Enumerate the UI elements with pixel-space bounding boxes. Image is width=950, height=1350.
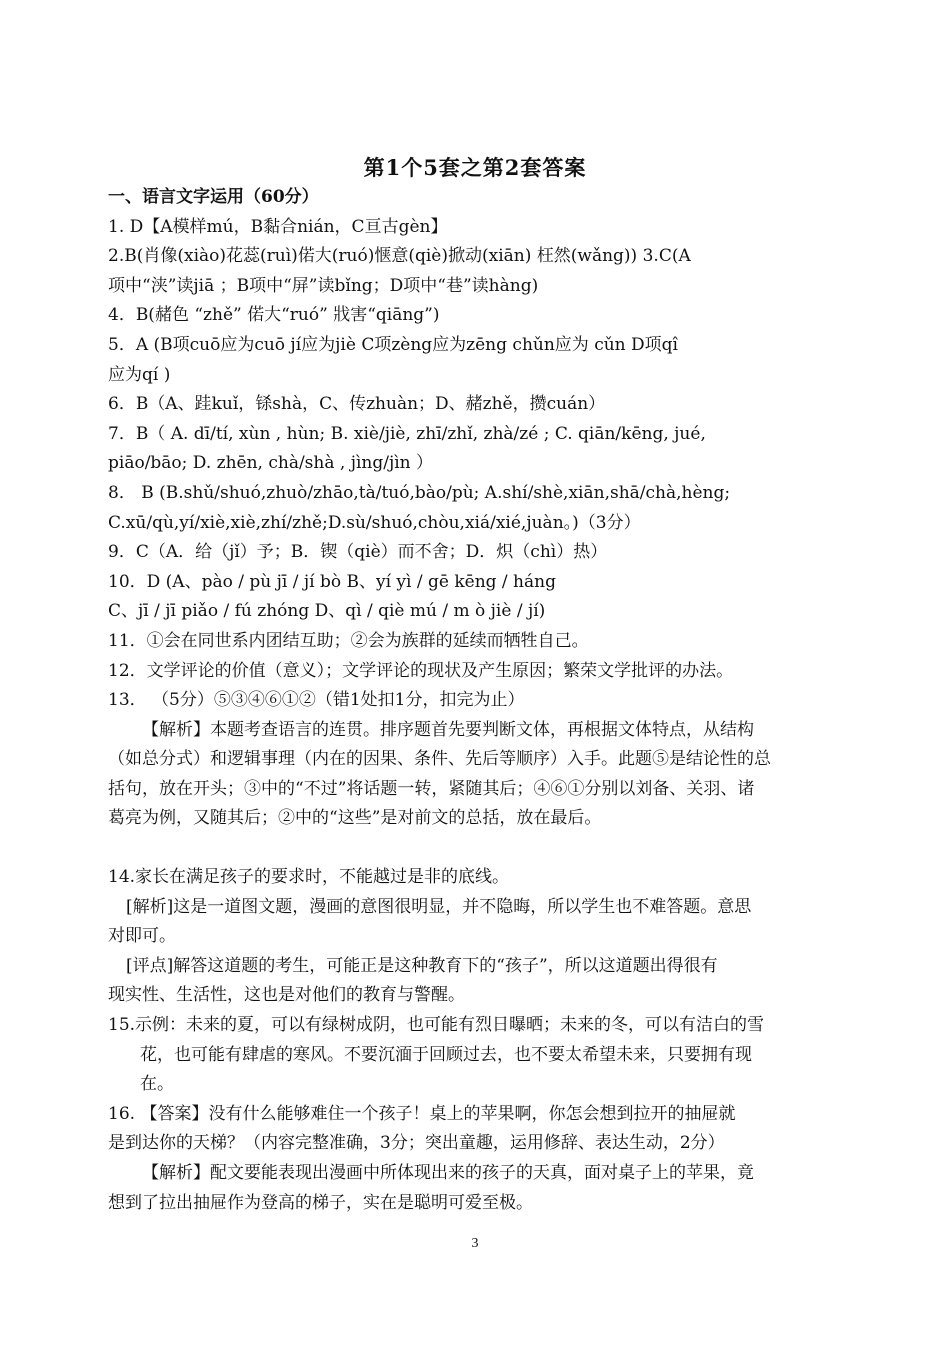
- answer-5-line2: 应为qí ): [108, 364, 171, 385]
- analysis-13-line4: 葛亮为例，又随其后；②中的“这些”是对前文的总括，放在最后。: [108, 808, 602, 829]
- answer-7-line1: 7．B（ A. dī/tí, xùn , hùn; B. xiè/jiè, zhī/zhǐ, zhà/zé ; C. qiān/kēng, jué,: [108, 423, 706, 444]
- analysis-13-line2: （如总分式）和逻辑事理（内在的因果、条件、先后等顺序）入手。此题⑤是结论性的总: [108, 749, 771, 770]
- answer-2-3-line1: 2.B(肖像(xiào)花蕊(ruì)偌大(ruó)惬意(qiè)掀动(xiān) 枉然(wǎng)) 3.C(A: [108, 246, 691, 267]
- answer-8-line1: 8． B (B.shǔ/shuó,zhuò/zhāo,tà/tuó,bào/pù; A.shí/shè,xiān,shā/chà,hèng;: [108, 482, 731, 503]
- document-body: [108, 183, 848, 1218]
- answer-16-line2: 是到达你的天梯？（内容完整准确，3分；突出童趣，运用修辞、表达生动，2分）: [108, 1133, 725, 1154]
- answer-10-line1: 10．D (A、pào / pù jī / jí bò B、yí yì / gē kēng / háng: [108, 571, 556, 592]
- analysis-16-line1: 【解析】配文要能表现出漫画中所体现出来的孩子的天真，面对桌子上的苹果，竟: [142, 1163, 754, 1183]
- answer-6: 6．B（A、跬kuǐ，铩shà，C、传zhuàn；D、赭zhě，攒cuán）: [108, 394, 606, 415]
- answer-14: 14.家长在满足孩子的要求时，不能越过是非的底线。: [108, 867, 510, 888]
- answer-15-line1: 15.示例：未来的夏，可以有绿树成阴，也可能有烈日曝晒；未来的冬，可以有洁白的雪: [108, 1015, 765, 1036]
- comment-14-line2: 现实性、生活性，这也是对他们的教育与警醒。: [108, 985, 465, 1006]
- blank-line: [108, 834, 848, 863]
- answer-15-line2: 花，也可能有肆虐的寒风。不要沉湎于回顾过去，也不要太希望未来，只要拥有现: [140, 1044, 752, 1065]
- answer-13: 13． （5分）⑤③④⑥①②（错1处扣1分，扣完为止）: [108, 690, 525, 711]
- document-title: 第1个5套之第2套答案: [363, 155, 587, 180]
- answer-7-line2: piāo/bāo; D. zhēn, chà/shà , jìng/jìn ）: [108, 453, 434, 474]
- answer-5-line1: 5．A (B项cuō应为cuō jí应为jiè C项zèng应为zēng chǔn应为 cǔn D项qî: [108, 334, 678, 355]
- answer-8-line2: C.xū/qù,yí/xiè,xiè,zhí/zhě;D.sù/shuó,chòu,xiá/xié,juàn。)（3分）: [108, 512, 641, 533]
- answer-10-line2: C、jī / jī piǎo / fú zhóng D、qì / qiè mú / m ò jiè / jí): [108, 601, 546, 622]
- answer-11: 11．①会在同世系内团结互助；②会为族群的延续而牺牲自己。: [108, 630, 589, 651]
- analysis-16-line2: 想到了拉出抽屉作为登高的梯子，实在是聪明可爱至极。: [108, 1192, 533, 1213]
- answer-4: 4．B(赭色 “zhě” 偌大“ruó” 戕害“qiāng”): [108, 305, 440, 326]
- page-number: 3: [471, 1236, 479, 1251]
- answer-15-line3: 在。: [140, 1074, 174, 1095]
- analysis-13-line1: 【解析】本题考查语言的连贯。排序题首先要判断文体，再根据文体特点，从结构: [142, 719, 754, 740]
- analysis-14-line1: [解析]这是一道图文题，漫画的意图很明显，并不隐晦，所以学生也不难答题。意思: [126, 896, 752, 917]
- section-heading: 一、语言文字运用（60分）: [108, 187, 319, 207]
- analysis-14-line2: 对即可。: [108, 926, 176, 947]
- answer-2-3-line2: 项中“浃”读jiā ；B项中“屏”读bǐng；D项中“巷”读hàng): [108, 275, 539, 296]
- answer-16-line1: 16. 【答案】没有什么能够难住一个孩子！桌上的苹果啊，你怎会想到拉开的抽屉就: [108, 1103, 736, 1124]
- answer-9: 9．C（A．给（jǐ）予；B．锲（qiè）而不舍；D．炽（chì）热）: [108, 542, 608, 563]
- answer-12: 12．文学评论的价值（意义）；文学评论的现状及产生原因；繁荣文学批评的办法。: [108, 660, 734, 681]
- answer-1: 1. D【A模样mú，B黏合nián，C亘古gèn】: [108, 216, 448, 237]
- comment-14-line1: [评点]解答这道题的考生，可能正是这种教育下的“孩子”，所以这道题出得很有: [126, 955, 718, 976]
- analysis-13-line3: 括句，放在开头；③中的“不过”将话题一转，紧随其后；④⑥①分别以刘备、关羽、诸: [108, 778, 755, 799]
